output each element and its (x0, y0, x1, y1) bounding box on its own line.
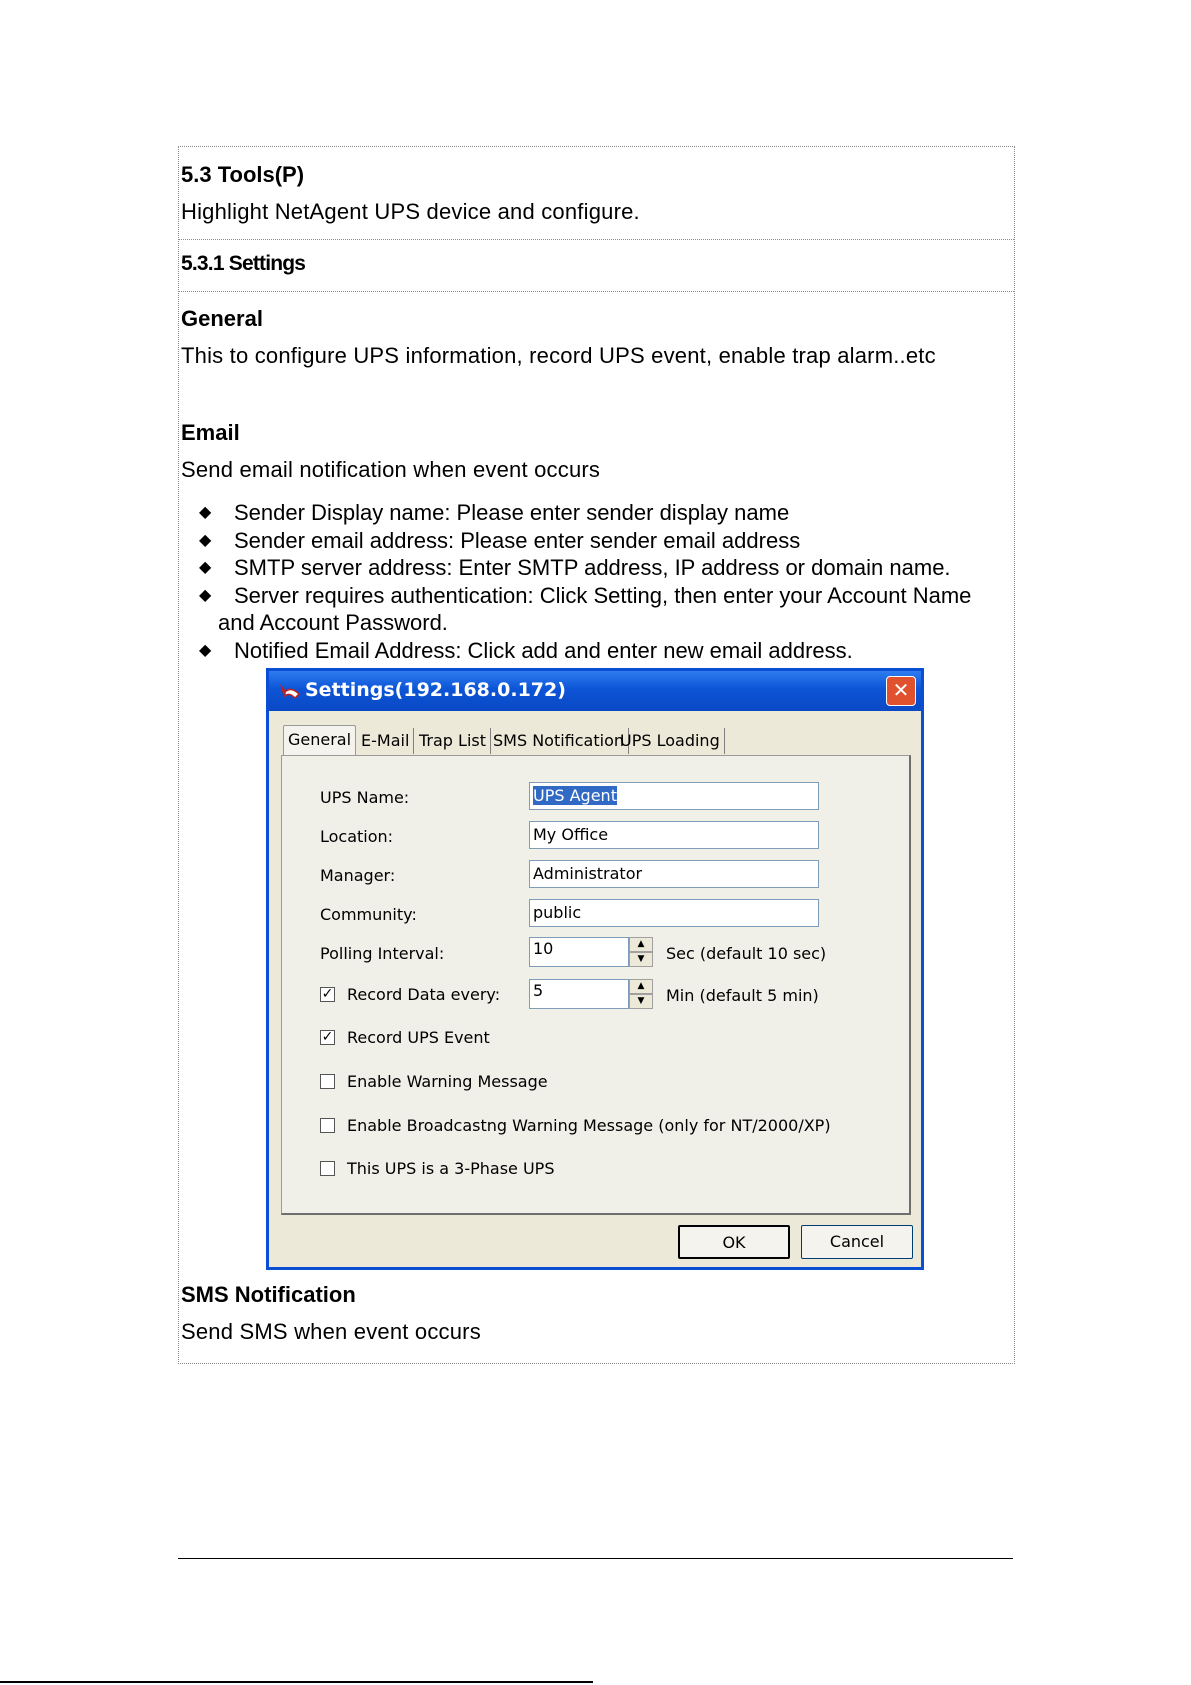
footer-divider (178, 1558, 1013, 1559)
community-label: Community: (320, 905, 417, 924)
close-button[interactable] (886, 676, 916, 706)
list-item: ◆ Server requires authentication: Click Setting, then enter your Account Name and Account Password. (199, 582, 972, 635)
ups-name-label: UPS Name: (320, 788, 410, 807)
polling-interval-stepper (529, 937, 653, 967)
close-icon: ✕ (892, 678, 910, 702)
sms-text: Send SMS when event occurs (181, 1319, 481, 1344)
general-text: This to configure UPS information, record UPS event, enable trap alarm..etc (181, 343, 936, 368)
general-heading: General (181, 306, 263, 331)
record-ups-event-label: Record UPS Event (347, 1028, 490, 1047)
app-icon (277, 680, 301, 702)
spin-down-icon[interactable]: ▼ (629, 952, 653, 967)
location-input[interactable]: My Office (529, 821, 819, 849)
email-text: Send email notification when event occurs (181, 457, 601, 482)
diamond-bullet-icon: ◆ (199, 641, 212, 659)
diamond-bullet-icon: ◆ (199, 559, 212, 576)
community-input[interactable]: public (529, 899, 819, 927)
enable-warning-checkbox[interactable] (320, 1074, 335, 1089)
row-divider (179, 291, 1014, 292)
tab-sms-notification[interactable]: SMS Notification (489, 728, 629, 754)
spin-buttons (629, 979, 653, 1009)
spin-up-icon[interactable]: ▲ (629, 979, 653, 994)
general-tab-panel (281, 755, 911, 1215)
page-edge-rule (0, 1681, 593, 1683)
subsection-title: 5.3.1 Settings (181, 252, 306, 275)
manager-input[interactable]: Administrator (529, 860, 819, 888)
three-phase-checkbox[interactable] (320, 1161, 335, 1176)
email-heading: Email (181, 420, 240, 445)
polling-interval-label: Polling Interval: (320, 944, 445, 963)
list-item: ◆ SMTP server address: Enter SMTP address, IP address or domain name. (199, 555, 951, 580)
sms-heading: SMS Notification (181, 1282, 356, 1307)
diamond-bullet-icon: ◆ (199, 531, 212, 549)
section-intro: Highlight NetAgent UPS device and configure. (181, 199, 640, 224)
record-data-checkbox[interactable]: ✓ (321, 986, 334, 1002)
tab-ups-loading[interactable]: UPS Loading (616, 728, 725, 754)
diamond-bullet-icon: ◆ (199, 504, 212, 521)
row-divider (179, 239, 1014, 240)
record-ups-event-checkbox[interactable]: ✓ (321, 1029, 334, 1045)
enable-warning-label: Enable Warning Message (347, 1072, 548, 1091)
spin-buttons (629, 937, 653, 967)
enable-broadcast-checkbox[interactable] (320, 1118, 335, 1133)
three-phase-label: This UPS is a 3-Phase UPS (347, 1159, 555, 1178)
list-item: ◆ Sender Display name: Please enter sender display name (199, 500, 790, 525)
list-item: ◆ Notified Email Address: Click add and enter new email address. (199, 637, 853, 663)
record-data-label: Record Data every: (347, 985, 501, 1004)
tab-trap-list[interactable]: Trap List (415, 728, 491, 754)
polling-interval-hint: Sec (default 10 sec) (666, 944, 827, 963)
settings-dialog (266, 668, 924, 1270)
diamond-bullet-icon: ◆ (199, 586, 212, 604)
cancel-button[interactable]: Cancel (801, 1225, 913, 1259)
dialog-title: Settings(192.168.0.172) (305, 679, 566, 701)
record-data-hint: Min (default 5 min) (666, 986, 819, 1005)
record-data-stepper (529, 979, 653, 1009)
ok-button[interactable]: OK (678, 1225, 790, 1259)
record-data-input[interactable]: 5 (529, 979, 629, 1009)
section-title: 5.3 Tools(P) (181, 162, 305, 187)
email-bullet-list (199, 499, 1019, 664)
location-label: Location: (320, 827, 394, 846)
dialog-titlebar (269, 671, 921, 711)
ups-name-input[interactable]: UPS Agent (529, 782, 819, 810)
list-item: ◆ Sender email address: Please enter sender email address (199, 527, 801, 553)
manager-label: Manager: (320, 866, 396, 885)
tab-email[interactable]: E-Mail (357, 728, 414, 754)
tab-general[interactable]: General (283, 725, 356, 756)
spin-down-icon[interactable]: ▼ (629, 994, 653, 1009)
spin-up-icon[interactable]: ▲ (629, 937, 653, 952)
polling-interval-input[interactable]: 10 (529, 937, 629, 967)
enable-broadcast-label: Enable Broadcastng Warning Message (only for NT/2000/XP) (347, 1116, 831, 1135)
